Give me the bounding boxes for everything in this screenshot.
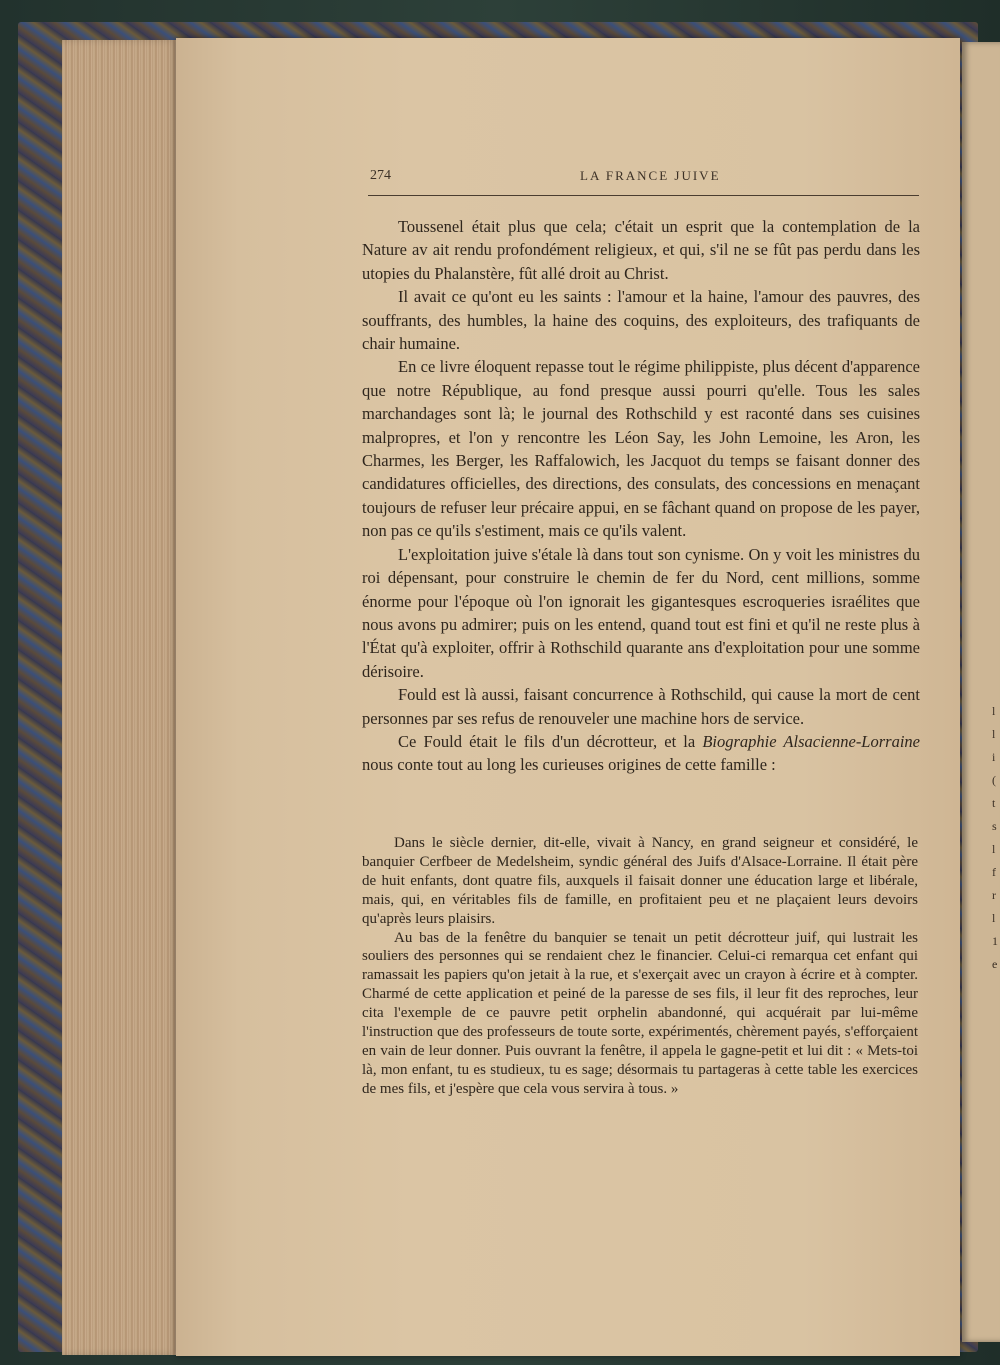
paragraph: L'exploitation juive s'étale là dans tout son cynisme. On y voit les ministres du roi dépensant, pour construire le chemin de fer du Nord, cent millions, somme énorme pour l'époque où l'on ignorait les gigantesques escroqueries israélites que nous avons pu admirer; puis on les entend, quand tout est fini et qu'il ne reste plus à l'État qu'à exploiter, offrir à Rothschild quarante ans d'exploitation pour une somme dérisoire. (362, 544, 920, 681)
running-title: LA FRANCE JUIVE (580, 168, 721, 183)
facing-page-sliver (962, 42, 1000, 1342)
fragment: e (992, 957, 998, 971)
fragment: l (992, 842, 996, 856)
paragraph: Fould est là aussi, faisant concurrence à Rothschild, qui cause la mort de cent personnes par ses refus de renouveler une machine hors de service. (362, 685, 920, 728)
fragment: f (992, 865, 996, 879)
quote-paragraph: Dans le siècle dernier, dit-elle, vivait à Nancy, en grand seigneur et considéré, le banquier Cerfbeer de Medelsheim, syndic général des Juifs d'Alsace-Lorraine. Il était père de huit enfants, dont quatre fils, auxquels il faisait donner une éducation large et libérale, mais, qui, en véritables fils de famille, en profitaient peu et ne plaçaient leurs devoirs qu'après leurs plaisirs. (362, 835, 918, 927)
fragment: l (992, 727, 996, 741)
page-number: 274 (370, 168, 391, 183)
page-block-edge (62, 40, 180, 1355)
book-title: Biographie Alsacienne-Lorraine (702, 731, 920, 751)
fragment: l (992, 704, 996, 718)
paragraph: Il avait ce qu'ont eu les saints : l'amour et la haine, l'amour des pauvres, des souffrants, des humbles, la haine des coquins, des exploiteurs, des trafiquants de chair humaine. (362, 287, 920, 354)
fragment: s (992, 819, 997, 833)
paragraph-text: nous conte tout au long les curieuses origines de cette famille : (362, 755, 776, 775)
block-quotation (362, 834, 918, 1099)
main-text (362, 215, 920, 777)
header-rule (368, 195, 919, 196)
fragment: i (992, 750, 996, 764)
fragment: ( (992, 773, 996, 787)
paragraph (362, 730, 920, 777)
paragraph-text: Ce Fould était le fils d'un décrotteur, et la (398, 731, 703, 751)
quote-paragraph: Au bas de la fenêtre du banquier se tenait un petit décrotteur juif, qui lustrait les souliers des personnes qui se rendaient chez le financier. Celui-ci remarqua cet enfant qui ramassait les papiers qu'on jetait à la rue, et s'exerçait avec un crayon à écrire et à compter. Charmé de cette application et peiné de la paresse de ses fils, il leur fit des reproches, leur cita l'exemple de ce pauvre petit orphelin abandonné, qui acquérait par lui-même l'instruction que des professeurs de toute sorte, expérimentés, chèrement payés, s'efforçaient en vain de leur donner. Puis ouvrant la fenêtre, il appela le gagne-petit et lui dit : « Mets-toi là, mon enfant, tu es studieux, tu es sage; désormais tu partageras à cette table les exercices de mes fils, et j'espère que cela vous servira à tous. » (362, 929, 918, 1097)
fragment: t (992, 796, 996, 810)
fragment: l (992, 911, 996, 925)
facing-page-text (992, 700, 1000, 976)
fragment: 1 (992, 934, 998, 948)
fragment: r (992, 888, 996, 902)
paragraph: Toussenel était plus que cela; c'était un esprit que la contemplation de la Nature av ait rendu profondément religieux, et qui, s'il ne se fût pas perdu dans les utopies du Phalanstère, fût allé droit au Christ. (362, 217, 920, 283)
paragraph: En ce livre éloquent repasse tout le régime philippiste, plus décent d'apparence que notre République, au fond presque aussi pourri qu'elle. Tous les sales marchandages sont là; le journal des Rothschild y est raconté dans ses cuisines malpropres, et l'on y rencontre les Léon Say, les John Lemoine, les Aron, les Charmes, les Berger, les Raffalowich, les Jacquot du temps se faisant donner des candidatures officielles, des directions, des consulats, des concessions en menaçant toujours de refuser leur précaire appui, en se fâchant quand on propose de les payer, non pas ce qu'ils s'estiment, mais ce qu'ils valent. (362, 357, 920, 541)
running-header (370, 166, 920, 194)
